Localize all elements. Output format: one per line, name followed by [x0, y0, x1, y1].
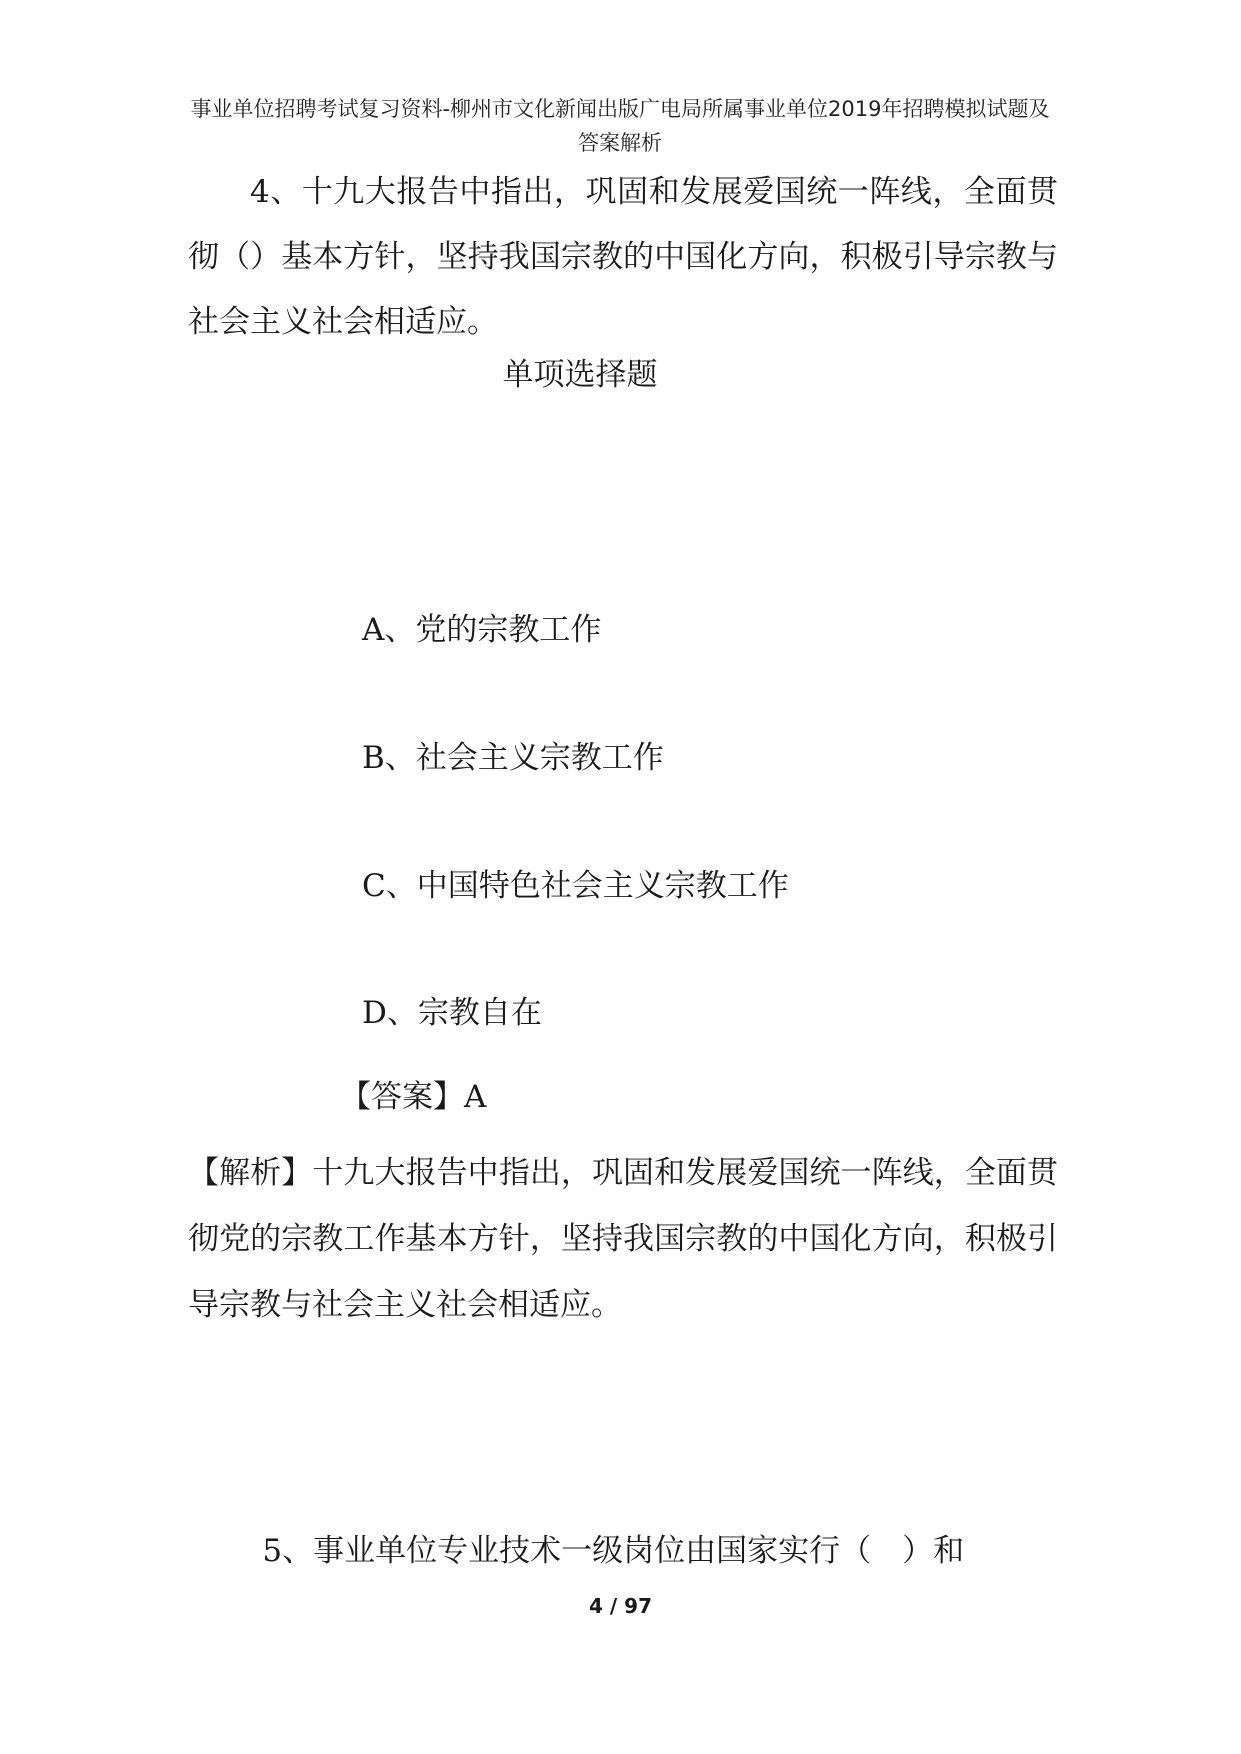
page-header — [180, 92, 1060, 160]
option-c: C、中国特色社会主义宗教工作 — [362, 868, 789, 904]
question-5-stem: 5、事业单位专业技术一级岗位由国家实行（ ）和 — [262, 1533, 965, 1569]
option-a: A、党的宗教工作 — [362, 612, 602, 648]
option-b: B、社会主义宗教工作 — [362, 740, 664, 776]
question-4-stem: 4、十九大报告中指出，巩固和发展爱国统一阵线，全面贯彻（）基本方针，坚持我国宗教的中国化方向，积极引导宗教与社会主义社会相适应。 — [188, 174, 1058, 340]
analysis-paragraph: 【解析】十九大报告中指出，巩固和发展爱国统一阵线，全面贯彻党的宗教工作基本方针，坚持我国宗教的中国化方向，积极引导宗教与社会主义社会相适应。 — [188, 1155, 1058, 1323]
question-type-label: 单项选择题 — [502, 357, 658, 393]
header-title-line-2: 答案解析 — [578, 131, 662, 155]
answer-line: 【答案】A — [340, 1079, 487, 1115]
option-d: D、宗教自在 — [362, 995, 542, 1031]
page-number: 4 / 97 — [589, 1594, 652, 1618]
header-title-line-1: 事业单位招聘考试复习资料-柳州市文化新闻出版广电局所属事业单位2019年招聘模拟试题及 — [190, 97, 1050, 121]
